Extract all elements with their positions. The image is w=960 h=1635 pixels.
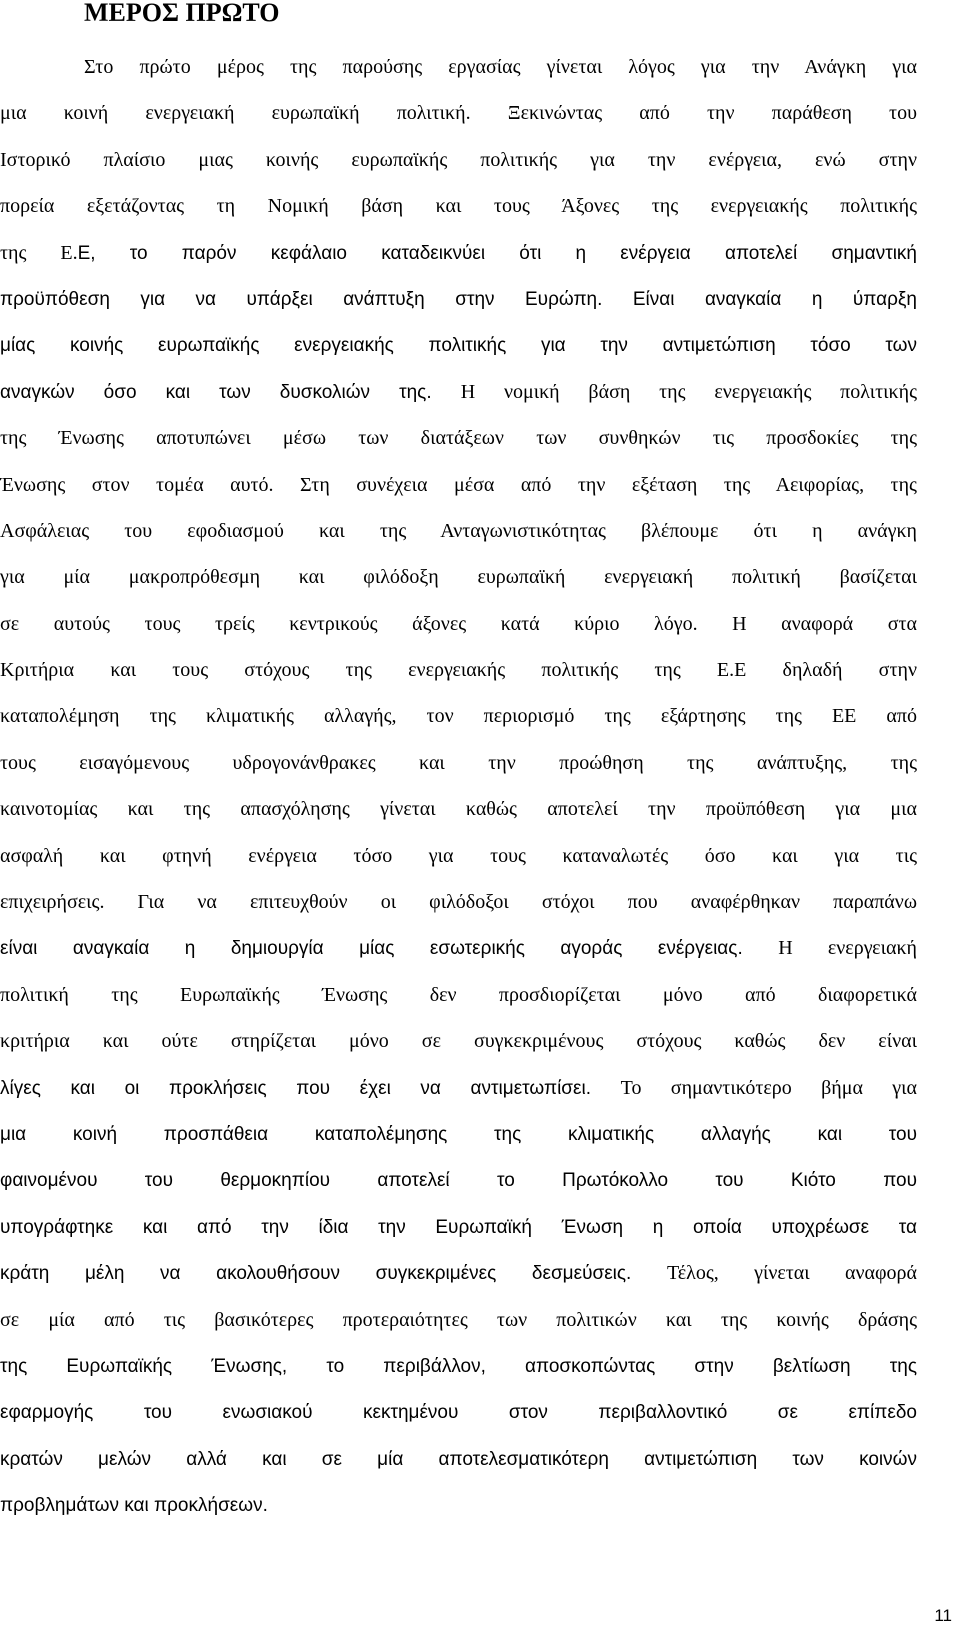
text-line [0,1436,917,1482]
page-number: 11 [934,1606,952,1625]
text-segment: σε μία από τις βασικότερες προτεραιότητες των πολιτικών και της κοινής δράσης [0,1308,917,1331]
text-segment: ασφαλή και φτηνή ενέργεια τόσο για τους καταναλωτές όσο και για τις [0,844,917,867]
text-segment: κρατών μελών αλλά και σε μία αποτελεσματικότερη αντιμετώπιση των κοινών [0,1448,917,1470]
text-line [0,1297,917,1343]
text-segment: είναι αναγκαία η δημιουργία μίας εσωτερικής αγοράς ενέργειας. [0,938,779,960]
text-line [0,601,917,647]
text-line [0,230,917,276]
text-segment: σε αυτούς τους τρείς κεντρικούς άξονες κατά κύριο λόγο. Η αναφορά στα [0,612,917,635]
text-line [0,740,917,786]
text-segment: υπογράφτηκε και από την ίδια την Ευρωπαϊκή Ένωση η οποία υποχρέωσε τα [0,1216,917,1238]
text-line [0,879,917,925]
text-segment: καινοτομίας και της απασχόλησης γίνεται καθώς αποτελεί την προϋπόθεση για μια [0,798,917,821]
text-line [0,322,917,368]
text-segment: Το σημαντικότερο βήμα για [620,1076,917,1099]
text-segment: της Ευρωπαϊκής Ένωσης, το περιβάλλον, αποσκοπώντας στην βελτίωση της [0,1355,917,1377]
text-segment: κράτη μέλη να ακολουθήσουν συγκεκριμένες δεσμεύσεις. [0,1263,667,1285]
text-segment: πορεία εξετάζοντας τη Νομική βάση και τους Άξονες της ενεργειακής πολιτικής [0,195,917,218]
text-segment: τους εισαγόμενους υδρογονάνθρακες και την προώθηση της ανάπτυξης, της [0,751,917,774]
text-line [0,1065,917,1111]
text-segment: Η ενεργειακή [778,937,917,960]
text-line [0,833,917,879]
text-segment: μίας κοινής ευρωπαϊκής ενεργειακής πολιτικής για την αντιμετώπιση τόσο των [0,335,917,357]
text-segment: της Ένωσης αποτυπώνει μέσω των διατάξεων των συνθηκών τις προσδοκίες της [0,427,917,450]
text-line [0,137,917,183]
text-line [0,1250,917,1296]
text-line [0,1204,917,1250]
text-line [0,1157,917,1203]
text-segment: κριτήρια και ούτε στηρίζεται μόνο σε συγκεκριμένους στόχους καθώς δεν είναι [0,1030,917,1053]
text-line [0,925,917,971]
text-segment: μια κοινή ενεργειακή ευρωπαϊκή πολιτική. Ξεκινώντας από την παράθεση του [0,102,917,125]
text-line [0,1343,917,1389]
text-segment: αναγκών όσο και των δυσκολιών της. [0,381,461,403]
text-segment: για μία μακροπρόθεσμη και φιλόδοξη ευρωπαϊκή ενεργειακή πολιτική βασίζεται [0,566,917,589]
text-line [0,1018,917,1064]
text-line [0,183,917,229]
text-line [0,1389,917,1435]
text-segment: Ε, το παρόν κεφάλαιο καταδεικνύει ότι η ενέργεια αποτελεί σημαντική [77,242,917,264]
text-segment: πολιτική της Ευρωπαϊκής Ένωσης δεν προσδιορίζεται μόνο από διαφορετικά [0,983,917,1006]
text-segment: προϋπόθεση για να υπάρξει ανάπτυξη στην Ευρώπη. Είναι αναγκαία η ύπαρξη [0,288,917,310]
text-line [0,44,917,90]
text-segment: εφαρμογής του ενωσιακού κεκτημένου στον περιβαλλοντικό σε επίπεδο [0,1402,917,1424]
text-line [0,1482,917,1528]
text-line [0,1111,917,1157]
text-segment: Ιστορικό πλαίσιο μιας κοινής ευρωπαϊκής πολιτικής για την ενέργεια, ενώ στην [0,148,917,171]
body-paragraph [0,44,917,1529]
text-line [0,508,917,554]
text-line [0,462,917,508]
text-segment: Στη συνέχεια μέσα από την εξέταση της Αειφορίας, της [300,473,917,496]
text-segment: Ασφάλειας του εφοδιασμού και της Ανταγωνιστικότητας βλέπουμε ότι η ανάγκη [0,519,917,542]
page-title: ΜΕΡΟΣ ΠΡΩΤΟ [84,0,280,27]
text-line [0,415,917,461]
text-segment: λίγες και οι προκλήσεις που έχει να αντιμετωπίσει. [0,1077,621,1099]
text-segment: Κριτήρια και τους στόχους της ενεργειακής πολιτικής της Ε.Ε δηλαδή στην [0,659,917,682]
text-segment: Ένωσης στον τομέα αυτό. [0,473,301,496]
text-segment: Η νομική βάση της ενεργειακής πολιτικής [460,380,917,403]
text-segment: Τέλος, γίνεται αναφορά [666,1262,917,1285]
text-line [0,972,917,1018]
text-line [0,647,917,693]
text-segment: φαινομένου του θερμοκηπίου αποτελεί το Πρωτόκολλο του Κιότο που [0,1170,917,1192]
text-line [0,786,917,832]
text-line [0,90,917,136]
text-line [0,554,917,600]
text-segment: επιχειρήσεις. Για να επιτευχθούν οι φιλόδοξοι στόχοι που αναφέρθηκαν παραπάνω [0,891,917,914]
text-line [0,693,917,739]
text-segment: της Ε. [0,241,78,264]
text-segment: μια κοινή προσπάθεια καταπολέμησης της κλιματικής αλλαγής και του [0,1123,917,1145]
text-line [0,369,917,415]
text-segment: καταπολέμηση της κλιματικής αλλαγής, τον περιορισμό της εξάρτησης της ΕΕ από [0,705,917,728]
text-line [0,276,917,322]
text-segment: προβλημάτων και προκλήσεων. [0,1495,268,1517]
text-segment: Στο πρώτο μέρος της παρούσης εργασίας γίνεται λόγος για την Ανάγκη για [84,56,917,78]
